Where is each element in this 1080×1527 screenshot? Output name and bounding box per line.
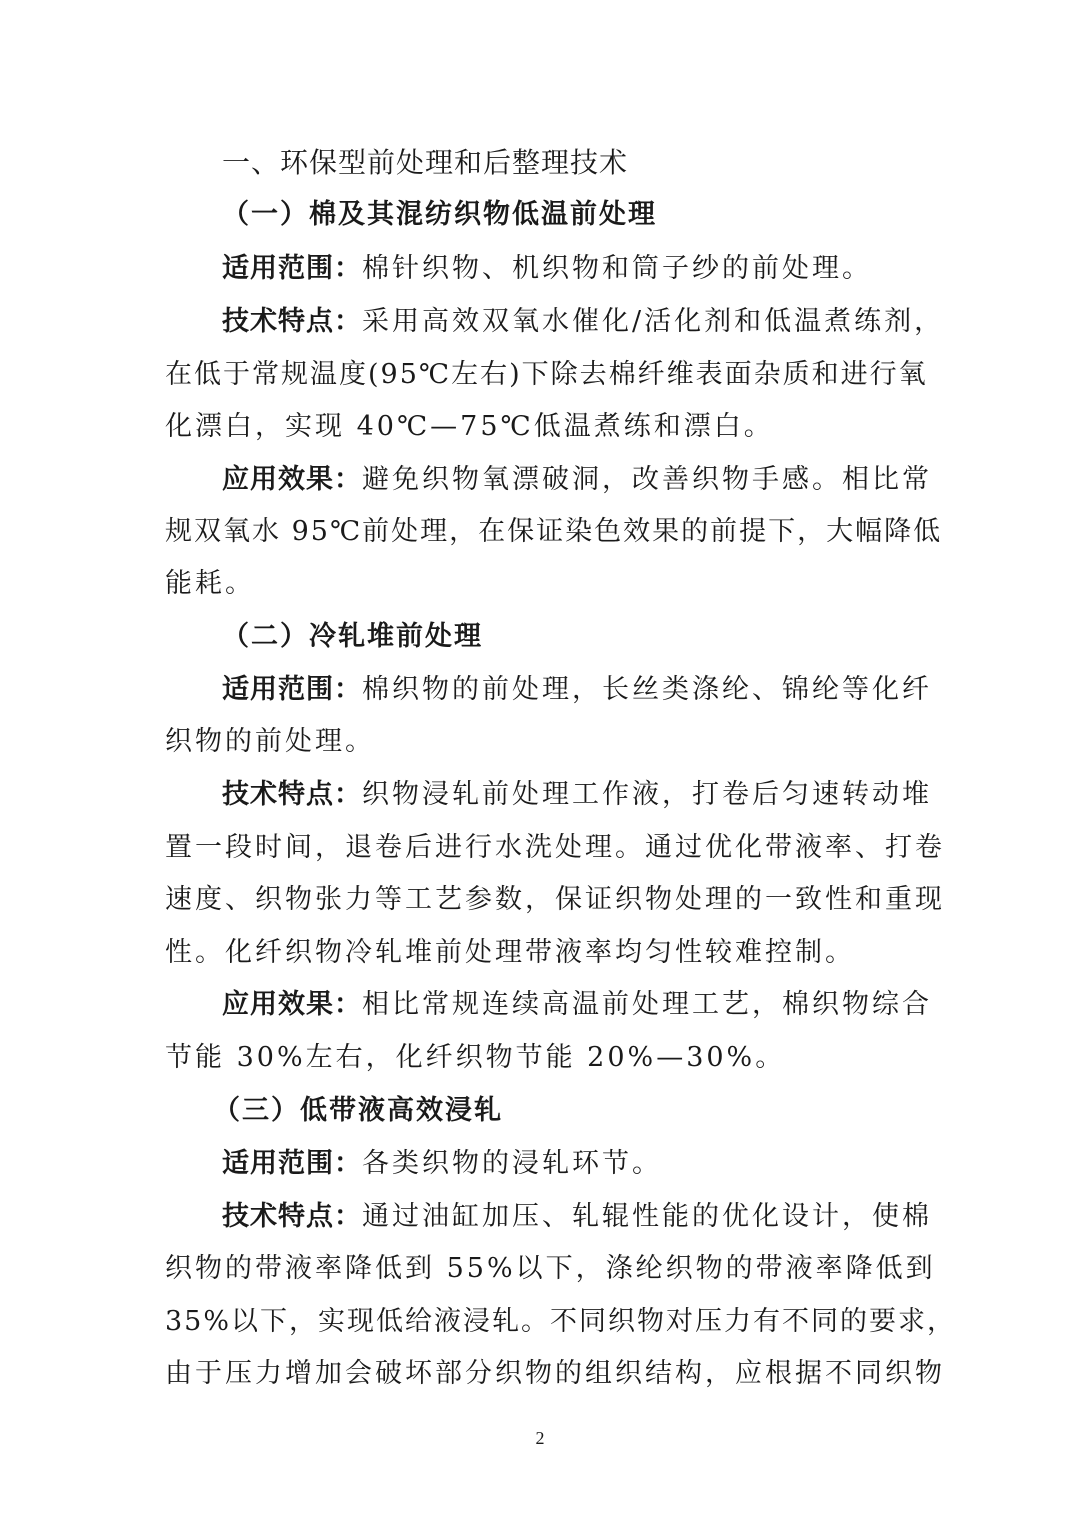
features-paragraph-1-line-3: 化漂白，实现 40℃—75℃低温煮练和漂白。	[165, 411, 774, 442]
features-paragraph-2-line-1	[222, 778, 932, 812]
subsection-heading-3: （三）低带液高效浸轧	[213, 1095, 503, 1126]
features-paragraph-2-line-4: 性。化纤织物冷轧堆前处理带液率均匀性较难控制。	[165, 937, 855, 968]
scope-text: 棉织物的前处理，长丝类涤纶、锦纶等化纤	[362, 674, 932, 705]
scope-label: 适用范围：	[222, 1148, 362, 1179]
features-paragraph-3-line-3: 35%以下，实现低给液浸轧。不同织物对压力有不同的要求，	[165, 1306, 957, 1337]
features-paragraph-3-line-1	[222, 1200, 932, 1234]
scope-paragraph-3	[222, 1147, 662, 1181]
features-text: 通过油缸加压、轧辊性能的优化设计，使棉	[362, 1201, 932, 1232]
features-paragraph-2-line-3: 速度、织物张力等工艺参数，保证织物处理的一致性和重现	[165, 884, 945, 915]
features-paragraph-3-line-4: 由于压力增加会破坏部分织物的组织结构，应根据不同织物	[165, 1358, 945, 1389]
scope-label: 适用范围：	[222, 674, 362, 705]
effect-label: 应用效果：	[222, 989, 362, 1020]
features-label: 技术特点：	[222, 306, 362, 337]
page-number: 2	[535, 1428, 545, 1448]
effect-text: 避免织物氧漂破洞，改善织物手感。相比常	[362, 464, 932, 495]
scope-paragraph-2-line-2: 织物的前处理。	[165, 726, 375, 757]
scope-paragraph-2-line-1	[222, 673, 932, 707]
scope-text: 各类织物的浸轧环节。	[362, 1148, 662, 1179]
scope-label: 适用范围：	[222, 253, 362, 284]
features-paragraph-2-line-2: 置一段时间，退卷后进行水洗处理。通过优化带液率、打卷	[165, 832, 945, 863]
features-label: 技术特点：	[222, 779, 362, 810]
effect-paragraph-1-line-1	[222, 463, 932, 497]
features-text: 采用高效双氧水催化/活化剂和低温煮练剂，	[362, 306, 945, 337]
scope-text: 棉针织物、机织物和筒子纱的前处理。	[362, 253, 872, 284]
subsection-heading-1: （一）棉及其混纺织物低温前处理	[222, 199, 657, 230]
features-paragraph-1-line-2: 在低于常规温度(95℃左右)下除去棉纤维表面杂质和进行氧	[165, 359, 928, 390]
effect-text: 相比常规连续高温前处理工艺，棉织物综合	[362, 989, 932, 1020]
section-title: 一、环保型前处理和后整理技术	[222, 146, 629, 179]
effect-label: 应用效果：	[222, 464, 362, 495]
effect-paragraph-1-line-2: 规双氧水 95℃前处理，在保证染色效果的前提下，大幅降低	[165, 516, 943, 547]
features-paragraph-1-line-1	[222, 305, 944, 339]
features-paragraph-3-line-2: 织物的带液率降低到 55%以下，涤纶织物的带液率降低到	[165, 1253, 936, 1284]
scope-paragraph-1	[222, 252, 872, 286]
effect-paragraph-2-line-2: 节能 30%左右，化纤织物节能 20%—30%。	[165, 1042, 786, 1073]
effect-paragraph-2-line-1	[222, 988, 932, 1022]
subsection-heading-2: （二）冷轧堆前处理	[222, 621, 483, 652]
features-label: 技术特点：	[222, 1201, 362, 1232]
effect-paragraph-1-line-3: 能耗。	[165, 568, 255, 599]
features-text: 织物浸轧前处理工作液，打卷后匀速转动堆	[362, 779, 932, 810]
